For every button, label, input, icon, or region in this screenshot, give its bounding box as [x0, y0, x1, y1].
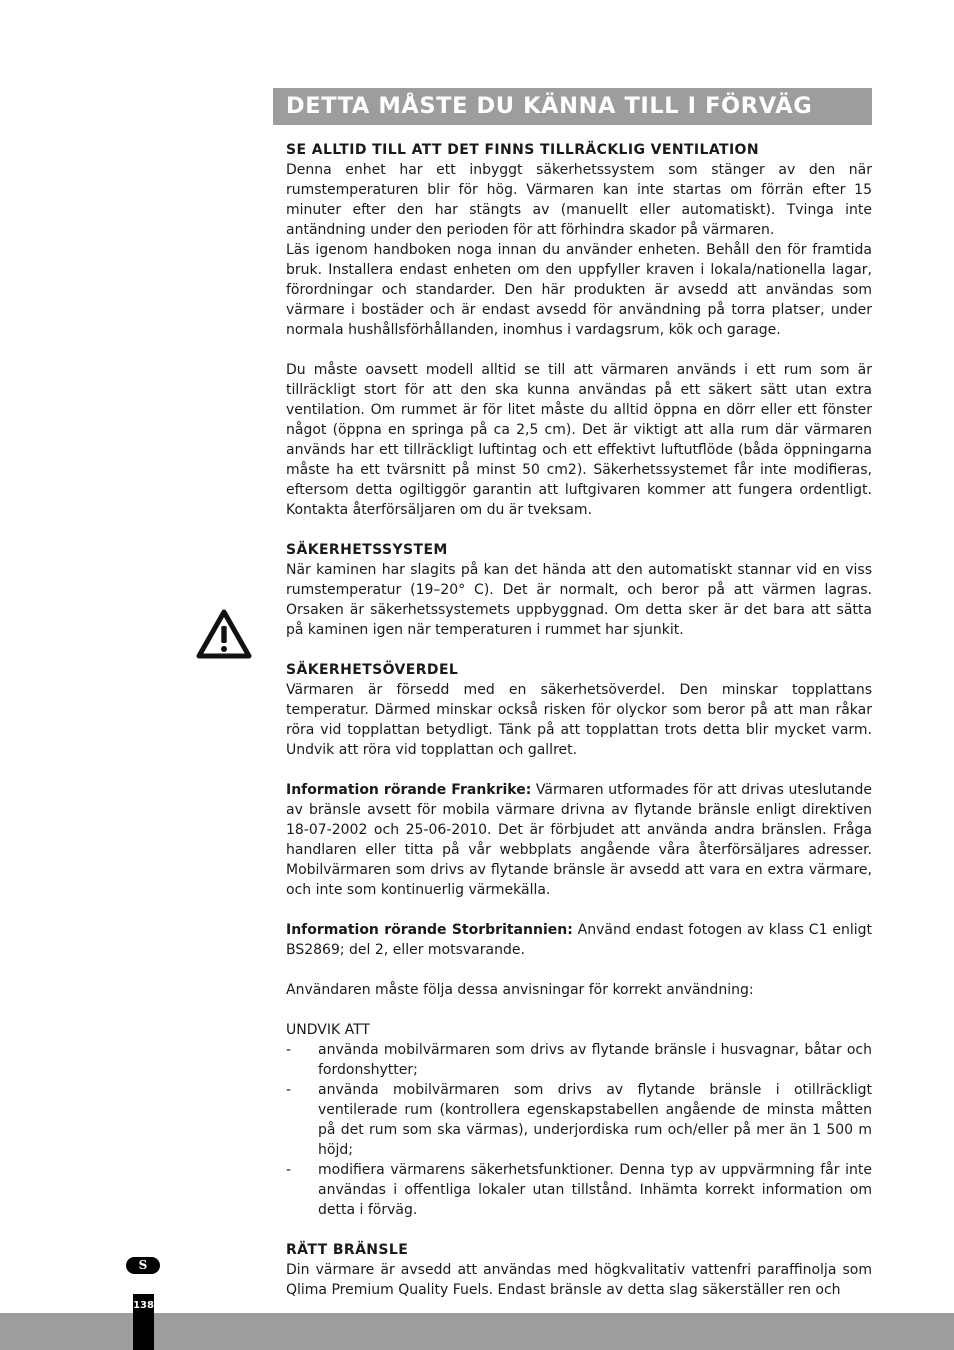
section-heading-ventilation: SE ALLTID TILL ATT DET FINNS TILLRÄCKLIG VENTILATION: [286, 142, 759, 158]
section-heading-fuel: RÄTT BRÄNSLE: [286, 1242, 409, 1258]
paragraph: Värmaren är försedd med en säkerhetsöverdel. Den minskar topplattans temperatur. Därmed minskar också risken för olyckor som beror på att man råkar röra vid topplattan betydligt. Tänk på att topplattan trots detta blir mycket varm. Undvik att röra vid topplattan och gallret.: [286, 682, 872, 758]
list-item-text: använda mobilvärmaren som drivs av flytande bränsle i husvagnar, båtar och fordonshytter;: [318, 1042, 872, 1078]
section-heading-safety-system: SÄKERHETSSYSTEM: [286, 542, 448, 558]
paragraph: Din värmare är avsedd att användas med högkvalitativ vattenfri paraffinolja som Qlima Premium Quality Fuels. Endast bränsle av detta slag säkerställer ren och: [286, 1262, 872, 1298]
avoid-list: [286, 1040, 872, 1220]
text-france: Värmaren utformades för att drivas uteslutande av bränsle avsett för mobila värmare drivna av flytande bränsle enligt direktiven 18-07-2002 och 25-06-2010. Det är förbjudet att använda andra bränslen. Fråga handlaren eller titta på vår webbplats angående våra återförsäljares adresser. Mobilvärmaren som drivs av flytande bränsle är avsedd att vara en extra värmare, och inte som kontinuerlig värmekälla.: [286, 782, 872, 898]
main-content: [286, 140, 872, 1300]
paragraph-uk: [286, 920, 872, 960]
section-heading-safety-cover: SÄKERHETSÖVERDEL: [286, 662, 459, 678]
list-item-text: modifiera värmarens säkerhetsfunktioner. Denna typ av uppvärmning får inte användas i offentliga lokaler utan tillstånd. Inhämta korrekt information om detta i förväg.: [318, 1162, 872, 1218]
page-banner-title: DETTA MÅSTE DU KÄNNA TILL I FÖRVÄG: [273, 88, 872, 125]
avoid-heading: UNDVIK ATT: [286, 1022, 370, 1038]
paragraph: Denna enhet har ett inbyggt säkerhetssystem som stänger av den när rumstemperaturen blir för hög. Värmaren kan inte startas om förrän efter 15 minuter efter den har stängts av (manuellt eller automatiskt). Tvinga inte antändning under den perioden för att förhindra skador på värmaren.: [286, 162, 872, 238]
list-item: [286, 1160, 872, 1220]
language-badge: S: [126, 1257, 160, 1274]
list-dash: -: [286, 1162, 292, 1178]
paragraph-france: [286, 780, 872, 900]
label-uk: Information rörande Storbritannien:: [286, 922, 573, 938]
list-dash: -: [286, 1042, 292, 1058]
label-france: Information rörande Frankrike:: [286, 782, 532, 798]
list-item: [286, 1080, 872, 1160]
list-dash: -: [286, 1082, 292, 1098]
list-item-text: använda mobilvärmaren som drivs av flytande bränsle i otillräckligt ventilerade rum (kontrollera egenskapstabellen angående de minsta måtten på det rum som ska värmas), underjordiska rum och/eller på mer än 1 500 m höjd;: [318, 1082, 872, 1158]
warning-triangle-icon: [196, 609, 252, 659]
paragraph-user-note: Användaren måste följa dessa anvisningar för korrekt användning:: [286, 982, 754, 998]
text-uk: Använd endast fotogen av klass C1 enligt BS2869; del 2, eller motsvarande.: [286, 922, 872, 958]
page-number: 138: [133, 1294, 154, 1350]
paragraph: När kaminen har slagits på kan det hända att den automatiskt stannar vid en viss rumstemperatur (19–20° C). Det är normalt, och beror på att värmen lagras. Orsaken är säkerhetssystemets uppbyggnad. Om detta sker är det bara att sätta på kaminen igen när temperaturen i rummet har sjunkit.: [286, 562, 872, 638]
list-item: [286, 1040, 872, 1080]
paragraph: Du måste oavsett modell alltid se till att värmaren används i ett rum som är tillräckligt stort för att den ska kunna användas på ett säkert sätt utan extra ventilation. Om rummet är för litet måste du alltid öppna en dörr eller ett fönster något (öppna en springa på ca 2,5 cm). Det är viktigt att alla rum där värmaren används har ett tillräckligt luftintag och ett effektivt luftutflöde (båda öppningarna måste ha ett tvärsnitt på minst 50 cm2). Säkerhetssystemet får inte modifieras, eftersom detta ogiltiggör garantin att luftgivaren kommer att fungera ordentligt. Kontakta återförsäljaren om du är tveksam.: [286, 362, 872, 518]
paragraph: Läs igenom handboken noga innan du använder enheten. Behåll den för framtida bruk. Installera endast enheten om den uppfyller kraven i lokala/nationella lagar, förordningar och standarder. Den här produkten är avsedd att användas som värmare i bostäder och är endast avsedd för användning på torra platser, under normala hushållsförhållanden, inomhus i vardagsrum, kök och garage.: [286, 242, 872, 338]
